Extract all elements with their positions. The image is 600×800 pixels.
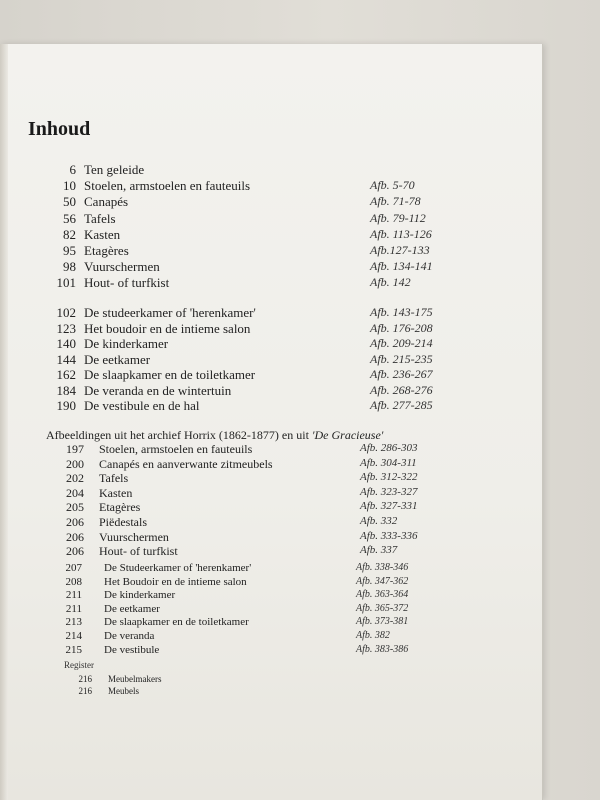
toc-page-number: 102	[56, 305, 76, 320]
toc-figure-range: Afb. 277-285	[370, 398, 433, 412]
toc-page-number: 123	[56, 320, 76, 336]
toc-figure-range: Afb. 215-235	[370, 351, 433, 366]
toc-entry-title: De eetkamer	[104, 602, 160, 615]
toc-entry-title: Hout- of turfkist	[84, 275, 170, 291]
toc-entry-title: Kasten	[84, 226, 121, 242]
toc-entry	[0, 259, 542, 275]
toc-figure-range: Afb. 373-381	[356, 616, 409, 628]
toc-entry	[0, 398, 542, 414]
toc-entry-title: De vestibule	[104, 643, 160, 656]
toc-entry-title: Vuurschermen	[84, 259, 160, 275]
toc-page-number: 207	[65, 562, 82, 574]
toc-figure-range: Afb. 333-336	[360, 529, 418, 542]
toc-figure-range: Afb. 71-78	[370, 194, 421, 209]
toc-entry-title: Het Boudoir en de intieme salon	[104, 575, 247, 588]
toc-figure-range: Afb. 236-267	[370, 367, 433, 381]
toc-figure-range: Afb. 143-175	[370, 305, 433, 319]
toc-entry-title: De kinderkamer	[84, 336, 169, 351]
toc-page-number: 144	[56, 351, 76, 367]
toc-page-number: 56	[63, 210, 76, 226]
toc-entry-title: Canapés en aanverwante zitmeubels	[99, 456, 273, 471]
toc-page-number: 204	[66, 485, 84, 500]
toc-page-number: 98	[63, 259, 76, 275]
toc-page-number: 140	[56, 336, 76, 351]
toc-figure-range: Afb. 268-276	[370, 382, 433, 397]
toc-figure-range: Afb. 142	[370, 275, 411, 290]
toc-figure-range: Afb. 332	[360, 515, 398, 527]
toc-entry	[0, 457, 542, 473]
toc-entry-title: Tafels	[99, 471, 129, 486]
toc-figure-range: Afb. 304-311	[360, 456, 417, 469]
toc-entry	[0, 243, 542, 259]
toc-entry-title: De eetkamer	[84, 351, 151, 367]
toc-page-number: 216	[78, 674, 92, 684]
toc-entry	[0, 500, 542, 516]
toc-figure-range: Afb. 113-126	[370, 226, 432, 241]
toc-page-number: 162	[56, 367, 76, 382]
toc-entry	[0, 686, 542, 698]
toc-entry-title: Het boudoir en de intieme salon	[84, 320, 251, 336]
toc-entry-title: Etagères	[99, 500, 141, 515]
toc-page-number: 95	[63, 243, 76, 258]
toc-entry	[0, 321, 542, 337]
toc-entry	[0, 162, 542, 178]
toc-figure-range: Afb. 176-208	[370, 320, 433, 335]
archive-heading-italic: 'De Gracieuse'	[311, 428, 384, 442]
register-label: Register	[64, 660, 94, 670]
toc-figure-range: Afb. 338-346	[356, 562, 409, 573]
archive-heading-text: Afbeeldingen uit het archief Horrix (1862-1877) en uit	[46, 428, 312, 442]
toc-page-number: 211	[65, 602, 82, 615]
toc-entry-title: De vestibule en de hal	[84, 398, 200, 413]
toc-figure-range: Afb. 383-386	[356, 643, 409, 655]
toc-page-number: 10	[63, 178, 76, 194]
toc-page-number: 6	[69, 162, 76, 177]
toc-entry	[0, 471, 542, 487]
toc-entry-title: De kinderkamer	[104, 589, 176, 602]
toc-entry	[0, 486, 542, 502]
toc-figure-range: Afb. 363-364	[356, 589, 409, 601]
toc-figure-range: Afb. 5-70	[370, 178, 415, 193]
toc-figure-range: Afb. 365-372	[356, 602, 409, 614]
archive-heading	[46, 428, 383, 443]
toc-entry	[0, 275, 542, 291]
toc-entry	[0, 336, 542, 352]
toc-figure-range: Afb.127-133	[370, 243, 430, 257]
toc-entry	[0, 352, 542, 368]
toc-page-number: 206	[66, 529, 84, 544]
toc-entry-title: Meubels	[108, 686, 139, 696]
toc-page-number: 215	[65, 643, 82, 656]
toc-entry-title: Vuurschermen	[99, 529, 169, 544]
toc-figure-range: Afb. 347-362	[356, 575, 409, 587]
toc-page-number: 82	[63, 226, 76, 242]
toc-entry	[0, 178, 542, 194]
toc-page-number: 190	[56, 398, 76, 413]
toc-page-number: 205	[66, 500, 84, 515]
toc-figure-range: Afb. 337	[360, 544, 398, 557]
toc-page-number: 197	[66, 442, 84, 456]
toc-figure-range: Afb. 382	[356, 630, 390, 641]
toc-page-number: 101	[56, 275, 76, 291]
toc-page-number: 206	[66, 515, 84, 529]
toc-entry-title: Ten geleide	[84, 162, 145, 177]
toc-entry-title: Stoelen, armstoelen en fauteuils	[84, 178, 251, 194]
toc-entry	[0, 194, 542, 210]
toc-entry-title: Piëdestals	[99, 515, 147, 529]
toc-entry-title: Etagères	[84, 243, 129, 258]
toc-page-number: 200	[66, 456, 84, 471]
toc-page-number: 213	[65, 616, 82, 629]
toc-entry-title: Meubelmakers	[108, 674, 162, 684]
page-title: Inhoud	[28, 118, 91, 140]
toc-entry-title: Kasten	[99, 485, 133, 500]
toc-figure-range: Afb. 323-327	[360, 485, 418, 498]
toc-entry-title: Hout- of turfkist	[99, 544, 178, 559]
toc-entry-title: De slaapkamer en de toiletkamer	[104, 616, 249, 629]
toc-entry-title: Canapés	[84, 194, 129, 210]
toc-entry	[0, 442, 542, 458]
toc-page-number: 214	[65, 630, 82, 642]
toc-entry	[0, 644, 542, 660]
toc-figure-range: Afb. 327-331	[360, 500, 418, 513]
toc-figure-range: Afb. 312-322	[360, 471, 418, 484]
toc-figure-range: Afb. 134-141	[370, 259, 433, 274]
toc-entry	[0, 305, 542, 321]
toc-entry-title: De slaapkamer en de toiletkamer	[84, 367, 256, 382]
toc-entry-title: De veranda	[104, 630, 155, 642]
toc-entry-title: De veranda en de wintertuin	[84, 382, 232, 398]
toc-figure-range: Afb. 79-112	[370, 210, 426, 225]
toc-entry	[0, 515, 542, 531]
toc-figure-range: Afb. 286-303	[360, 442, 418, 454]
toc-figure-range: Afb. 209-214	[370, 336, 433, 350]
toc-entry-title: De Studeerkamer of 'herenkamer'	[104, 562, 252, 574]
toc-entry	[0, 211, 542, 227]
toc-entry-title: Tafels	[84, 210, 116, 226]
toc-entry-title: De studeerkamer of 'herenkamer'	[84, 305, 256, 320]
toc-entry	[0, 530, 542, 546]
toc-page-number: 50	[63, 194, 76, 210]
toc-page-number: 211	[65, 589, 82, 602]
toc-entry-title: Stoelen, armstoelen en fauteuils	[99, 442, 253, 456]
toc-entry	[0, 227, 542, 243]
toc-page-number: 216	[78, 686, 92, 696]
toc-page-number: 208	[65, 575, 82, 588]
toc-page-number: 206	[66, 544, 84, 559]
toc-entry	[0, 367, 542, 383]
toc-page-number: 184	[56, 382, 76, 398]
toc-entry	[0, 383, 542, 399]
toc-entry	[0, 674, 542, 686]
toc-entry	[0, 544, 542, 560]
toc-page-number: 202	[66, 471, 84, 486]
